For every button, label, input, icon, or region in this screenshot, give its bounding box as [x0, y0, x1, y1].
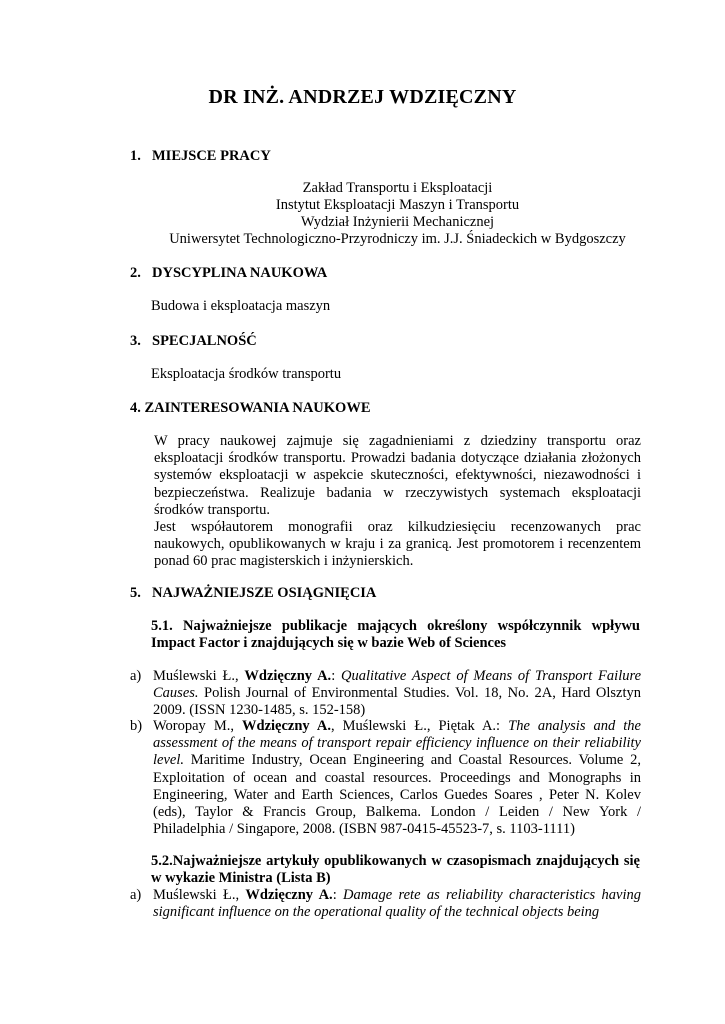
section-label: MIEJSCE PRACY [152, 148, 271, 164]
reference-authors-rest: : [332, 887, 344, 903]
reference-source: Polish Journal of Environmental Studies. Vol. 18, No. 2A, Hard Olsztyn 2009. (ISSN 1230-1485, s. 152-158) [153, 685, 641, 719]
reference-authors: Woropay M., [153, 718, 243, 734]
workplace-line: Uniwersytet Technologiczno-Przyrodniczy im. J.J. Śniadeckich w Bydgoszczy [169, 231, 626, 247]
workplace-line: Instytut Eksploatacji Maszyn i Transportu [275, 197, 520, 213]
reference-authors: Muślewski Ł., [153, 668, 245, 684]
reference-label: a) [130, 887, 142, 903]
interests-text-2: Jest współautorem monografii oraz kilkudziesięciu recenzowanych prac naukowych, opublikowanych w kraju i za granicą. Jest promotorem i recenzentem ponad 60 prac magisterskich i inżynierskich. [154, 519, 641, 570]
section-number: 5. [130, 585, 141, 601]
reference-item [130, 668, 641, 720]
reference-author-highlight: Wdzięczny A. [244, 668, 332, 684]
reference-authors-rest: , Muślewski Ł., Piętak A.: [331, 718, 509, 734]
subsection-5-1-heading: 5.1. Najważniejsze publikacje mających określony współczynnik wpływu Impact Factor i znajdujących się w bazie Web of Sciences [151, 618, 640, 652]
reference-label: a) [130, 668, 142, 684]
specialty-text: Eksploatacja środków transportu [151, 366, 342, 382]
reference-title: Qualitative Aspect of Means of Transport Failure Causes. [153, 668, 642, 702]
section-label: DYSCYPLINA NAUKOWA [152, 265, 328, 281]
section-number: 3. [130, 333, 141, 349]
section-label: NAJWAŻNIEJSZE OSIĄGNIĘCIA [152, 585, 377, 601]
workplace-line: Zakład Transportu i Eksploatacji [302, 180, 493, 196]
reference-item [130, 887, 641, 921]
reference-body [153, 718, 641, 838]
interests-text: W pracy naukowej zajmuje się zagadnieniami z dziedziny transportu oraz eksploatacji środków transportu. Prowadzi badania dotyczące działania złożonych systemów eksploatacji w aspekcie skuteczności, efektywności, niezawodności i bezpieczeństwa. Realizuje badania w rzeczywistych systemach eksploatacji środków transportu. [154, 433, 641, 518]
section-heading-specialty [130, 333, 257, 350]
section-number: 2. [130, 265, 141, 281]
section-heading-workplace [130, 148, 271, 165]
reference-body [153, 668, 641, 720]
reference-body [153, 887, 641, 921]
subsection-5-2-heading: 5.2.Najważniejsze artykuły opublikowanych w czasopismach znajdujących się w wykazie Ministra (Lista B) [151, 853, 640, 887]
section-heading-achievements [130, 585, 376, 602]
section-number: 1. [130, 148, 141, 164]
reference-item [130, 718, 641, 838]
reference-author-highlight: Wdzięczny A. [242, 718, 331, 734]
reference-authors-rest: : [331, 668, 342, 684]
reference-source: Maritime Industry, Ocean Engineering and Coastal Resources. Volume 2, Exploitation of ocean and coastal resources. Proceedings and Monographs in Engineering, Water and Earth Sciences, Carlos Guedes Soares , Peter N. Kolev (eds), Taylor & Francis Group, Balkema. London / Leiden / New York / Philadelphia / Singapore, 2008. (ISBN 987-0415-45523-7, s. 1103-1111) [153, 752, 641, 838]
interests-paragraph [154, 433, 641, 571]
section-heading-discipline [130, 265, 327, 282]
reference-title: The analysis and the assessment of the means of transport repair efficiency influence on their reliability level. [153, 718, 641, 769]
reference-authors: Muślewski Ł., [153, 887, 246, 903]
reference-title: Damage rete as reliability characteristics having significant influence on the operational quality of the technical objects being [153, 887, 641, 921]
page-title: DR INŻ. ANDRZEJ WDZIĘCZNY [208, 86, 517, 108]
section-heading-interests: 4. ZAINTERESOWANIA NAUKOWE [130, 400, 371, 416]
workplace-block [130, 180, 665, 248]
reference-author-highlight: Wdzięczny A. [245, 887, 333, 903]
workplace-line: Wydział Inżynierii Mechanicznej [300, 214, 495, 230]
section-label: SPECJALNOŚĆ [152, 333, 257, 349]
discipline-text: Budowa i eksploatacja maszyn [151, 298, 331, 314]
reference-label: b) [130, 718, 143, 734]
